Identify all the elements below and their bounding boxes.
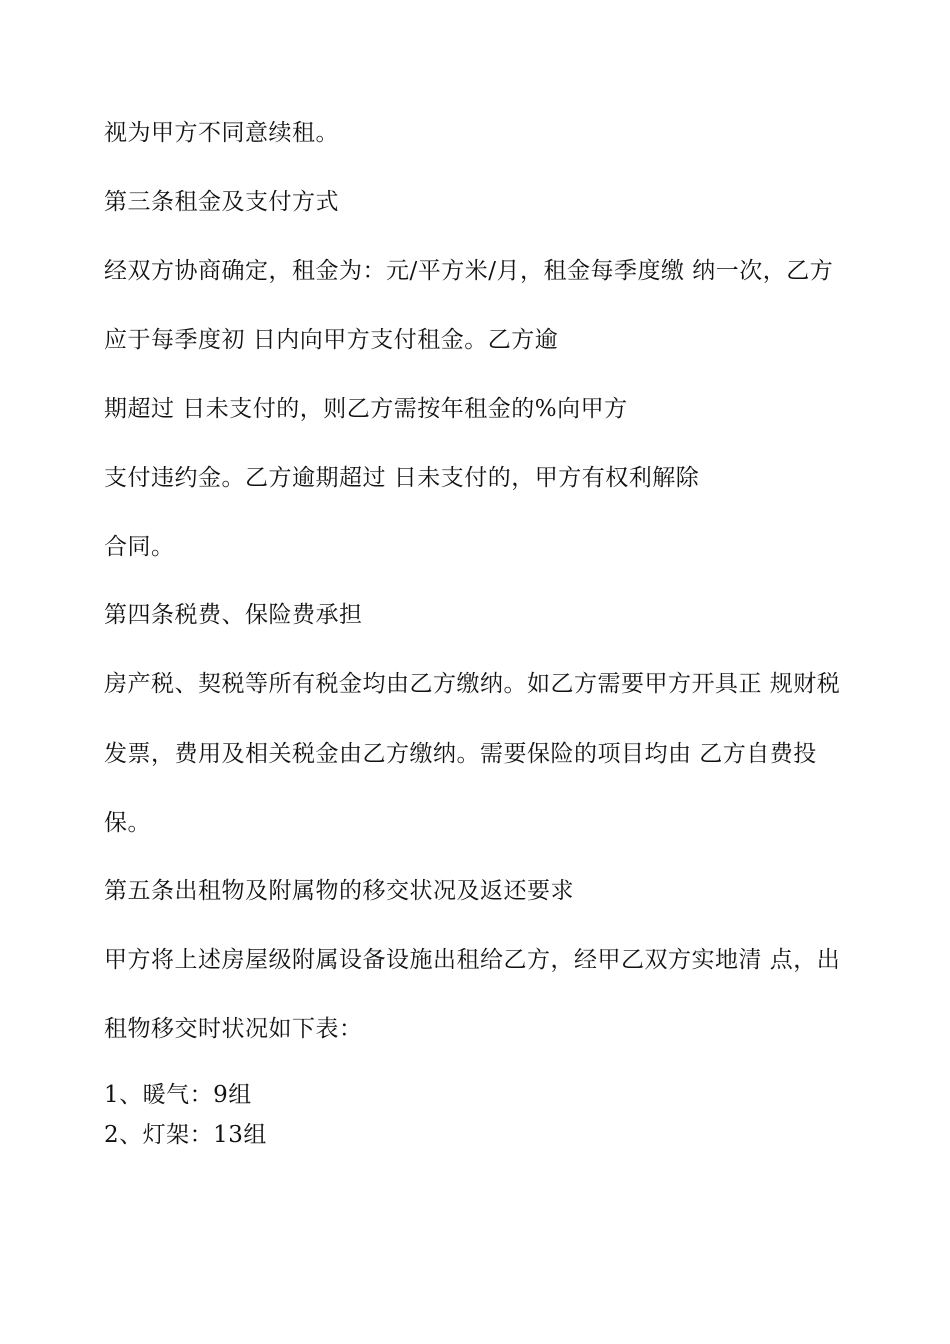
text-line-rent-payment: 应于每季度初 日内向甲方支付租金。乙方逾 bbox=[104, 327, 559, 353]
text-line-rent-amount: 经双方协商确定，租金为：元/平方米/月，租金每季度缴 纳一次，乙方 bbox=[104, 258, 834, 284]
text-line-taxes: 房产税、契税等所有税金均由乙方缴纳。如乙方需要甲方开具正 规财税 bbox=[104, 671, 841, 697]
text-line-invoice: 发票，费用及相关税金由乙方缴纳。需要保险的项目均由 乙方自费投 bbox=[104, 741, 817, 767]
article-3-heading: 第三条租金及支付方式 bbox=[104, 189, 339, 215]
text-line-insurance: 保。 bbox=[104, 810, 151, 836]
text-line-overdue: 期超过 日未支付的，则乙方需按年租金的%向甲方 bbox=[104, 396, 628, 422]
text-line-handover: 甲方将上述房屋级附属设备设施出租给乙方，经甲乙双方实地清 点，出 bbox=[104, 947, 841, 973]
text-line-renewal-refusal: 视为甲方不同意续租。 bbox=[104, 120, 339, 146]
list-item-light-fixtures: 2、灯架：13组 bbox=[104, 1122, 267, 1148]
list-item-heating: 1、暖气：9组 bbox=[104, 1082, 252, 1108]
article-5-heading: 第五条出租物及附属物的移交状况及返还要求 bbox=[104, 878, 574, 904]
text-line-penalty: 支付违约金。乙方逾期超过 日未支付的，甲方有权利解除 bbox=[104, 465, 700, 491]
text-line-contract: 合同。 bbox=[104, 534, 175, 560]
article-4-heading: 第四条税费、保险费承担 bbox=[104, 602, 363, 628]
text-line-handover-table: 租物移交时状况如下表： bbox=[104, 1016, 363, 1042]
